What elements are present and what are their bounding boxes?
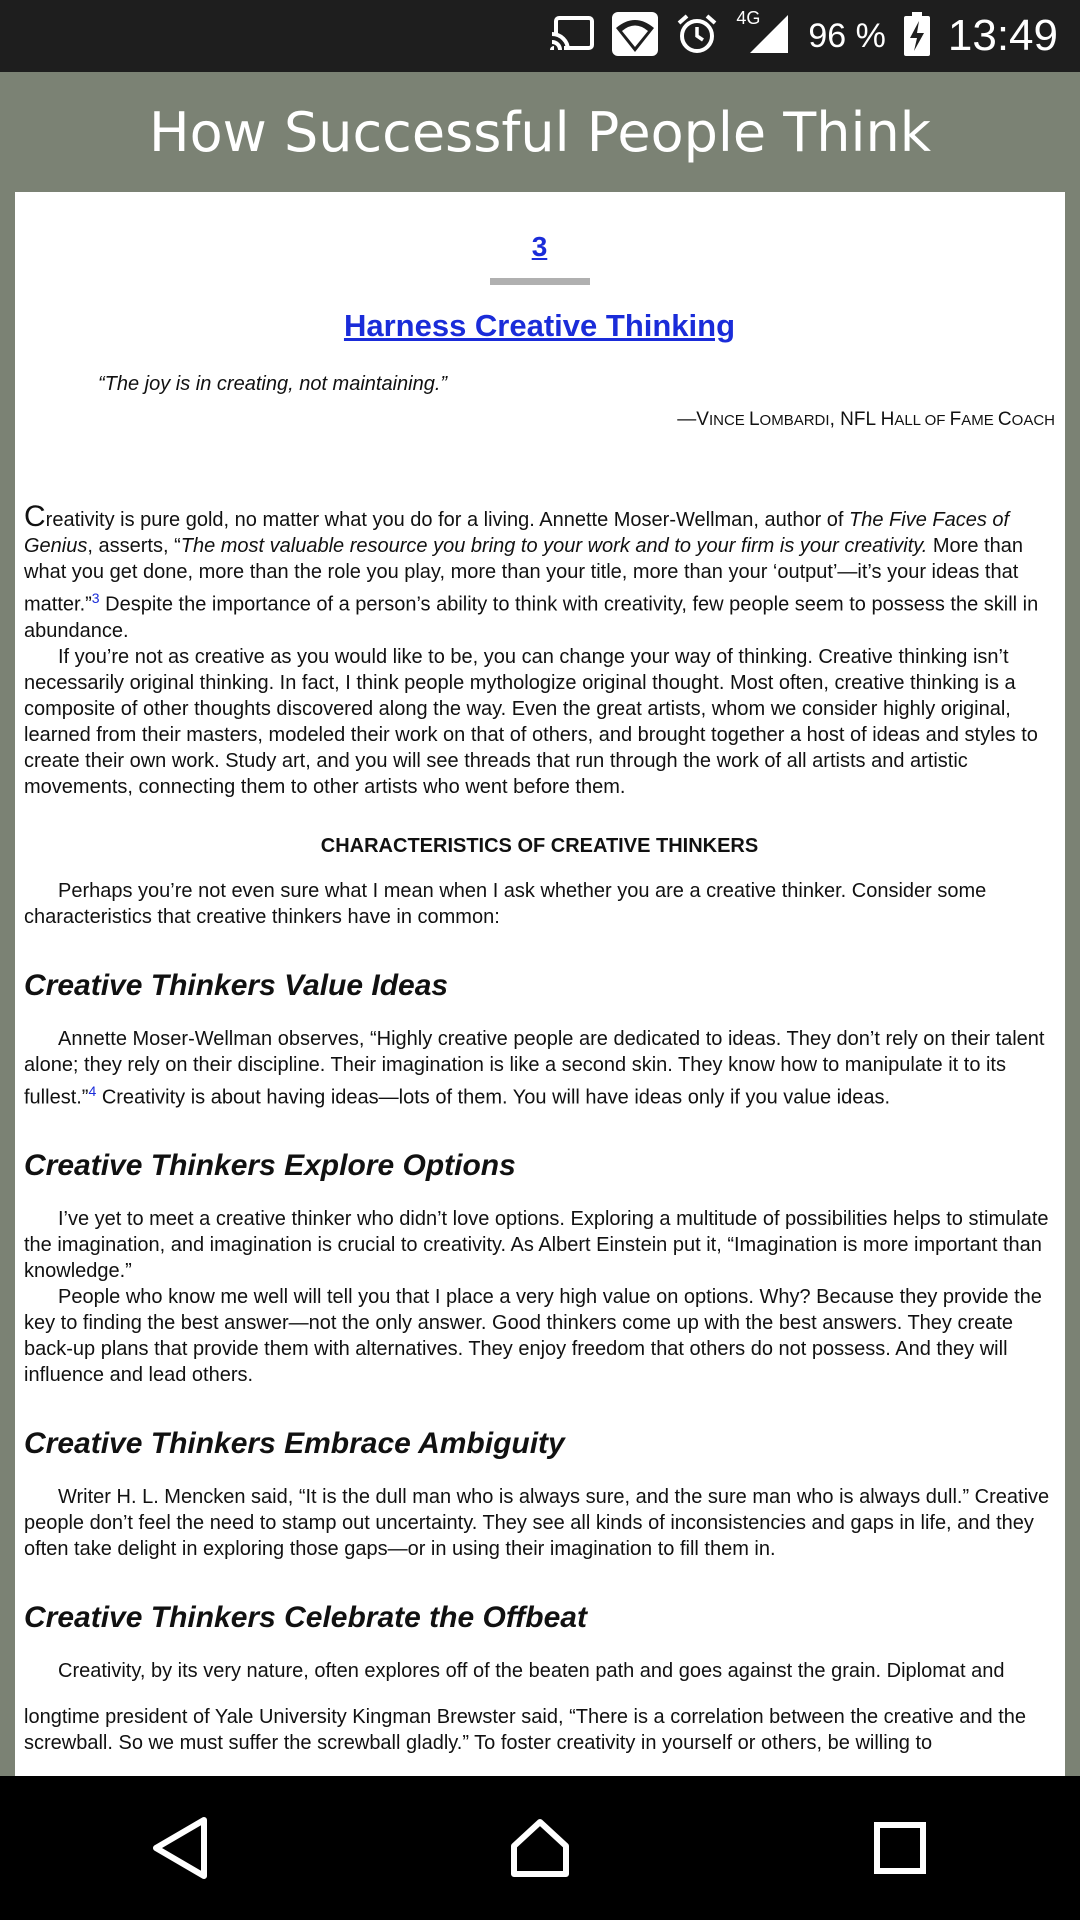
status-bar (0, 0, 1080, 72)
battery-percent: 96 % (808, 16, 886, 55)
body-paragraph (24, 1026, 1055, 1111)
chapter-number (24, 231, 1055, 262)
text-run: Despite the importance of a person’s ability to think with creativity, few people seem to possess the skill in abundance. (24, 593, 1039, 642)
text-run: , asserts, “ (87, 535, 181, 557)
chapter-title-link[interactable]: Harness Creative Thinking (343, 308, 736, 343)
battery-charging-icon (904, 12, 930, 61)
body-paragraph: Perhaps you’re not even sure what I mean when I ask whether you are a creative thinker. Consider some characteristics that creative thinkers have in common: (24, 879, 987, 928)
body-paragraph: If you’re not as creative as you would like to be, you can change your way of thinking. Creative thinking isn’t necessarily original thinking. In fact, I think people mythologize original thought. Most often, creative thinking is a composite of other thoughts discovered along the way. Even the great artists, whom we consider highly original, learned from their masters, modeled their work on that of others, and brought together a host of ideas and styles to create their own work. Study art, and you will see threads that run through the work of all artists and artistic movements, connecting them to other artists who went before them. (24, 645, 1038, 798)
footnote-link[interactable]: 3 (91, 590, 100, 606)
attribution-part: L (748, 409, 760, 430)
back-icon (150, 1816, 210, 1880)
attribution-part: ALL OF (894, 412, 950, 429)
network-type-label: 4G (736, 7, 761, 28)
page-content (15, 231, 1065, 1756)
attribution-part: AME (961, 412, 998, 429)
body-paragraph: I’ve yet to meet a creative thinker who didn’t love options. Exploring a multitude of possibilities helps to stimulate the imagination, and imagination is crucial to creativity. As Albert Einstein put it, “Imagination is more important than knowledge.” (24, 1208, 1049, 1283)
subsection-heading: Creative Thinkers Explore Options (24, 1149, 516, 1183)
italic-quote: The most valuable resource you bring to your work and to your firm is your creativity. (180, 535, 928, 557)
text-run: More than what you get done, more than the role you play, more than your title, more than your ‘output’—it’s your ideas that matter.” (24, 535, 1023, 616)
body-paragraph: Creativity, by its very nature, often explores off of the beaten path and goes against the grain. Diplomat and (58, 1660, 1005, 1683)
home-button[interactable] (480, 1788, 600, 1908)
footnote-link[interactable]: 4 (88, 1082, 97, 1099)
attribution-part: C (997, 409, 1012, 430)
text-run: reativity is pure gold, no matter what you do for a living. Annette Moser-Wellman, author of (45, 509, 850, 531)
back-button[interactable] (120, 1788, 240, 1908)
body-paragraph: longtime president of Yale University Kingman Brewster said, “There is a correlation between the creative and the screwball. So we must suffer the screwball gladly.” To foster creativity in yourself or others, be willing to (24, 1706, 1026, 1755)
recents-button[interactable] (840, 1788, 960, 1908)
clock: 13:49 (947, 11, 1058, 60)
epigraph-quote: “The joy is in creating, not maintaining.” (98, 373, 448, 395)
attribution-part: INCE (708, 412, 749, 429)
section-heading: CHARACTERISTICS OF CREATIVE THINKERS (320, 834, 759, 857)
drop-cap: C (24, 500, 46, 533)
subsection-heading: Creative Thinkers Celebrate the Offbeat (24, 1601, 587, 1635)
subsection-heading: Creative Thinkers Embrace Ambiguity (24, 1427, 565, 1461)
chapter-number-link[interactable]: 3 (531, 231, 548, 262)
attribution-part: OMBARDI (759, 412, 830, 429)
app-bar (0, 72, 1080, 192)
attribution-part: F (949, 409, 962, 430)
book-page[interactable] (15, 192, 1065, 1776)
chapter-divider (490, 278, 590, 285)
chapter-title (24, 308, 1055, 343)
attribution-dash: —V (677, 409, 709, 430)
status-icons (550, 0, 1080, 72)
recents-icon (872, 1820, 928, 1876)
attribution-part: OACH (1011, 412, 1055, 429)
book-title: The Five Faces of Genius (24, 509, 1010, 557)
epigraph-attribution (24, 407, 1055, 434)
home-icon (508, 1816, 572, 1880)
body-paragraph: Writer H. L. Mencken said, “It is the dull man who is always sure, and the sure man who is always dull.” Creative people don’t feel the need to stamp out uncertainty. They see all kinds of inconsistencies and gaps in life, and they often take delight in exploring those gaps—or in using their imagination to fill them in. (24, 1486, 1050, 1561)
navigation-bar (0, 1776, 1080, 1920)
app-title: How Successful People Think (148, 100, 932, 164)
attribution-part: , NFL H (829, 409, 895, 430)
body-paragraph (24, 500, 1055, 644)
alarm-icon (676, 13, 718, 60)
subsection-heading: Creative Thinkers Value Ideas (24, 968, 449, 1002)
text-run: Annette Moser-Wellman observes, “Highly creative people are dedicated to ideas. They don’t rely on their talent alone; they rely on their discipline. Their imagination is like a second skin. They know how to manipulate it to its fullest.” (24, 1027, 1045, 1109)
wifi-icon (612, 12, 658, 61)
cast-icon (550, 16, 594, 57)
body-paragraph: People who know me well will tell you that I place a very high value on options. Why? Because they provide the key to finding the best answer—not the only answer. Good thinkers come up with the best answers. They create back-up plans that provide them with alternatives. They enjoy freedom that others do not possess. And they will influence and lead others. (24, 1286, 1042, 1387)
text-run: Creativity is about having ideas—lots of them. You will have ideas only if you value ideas. (96, 1086, 891, 1109)
